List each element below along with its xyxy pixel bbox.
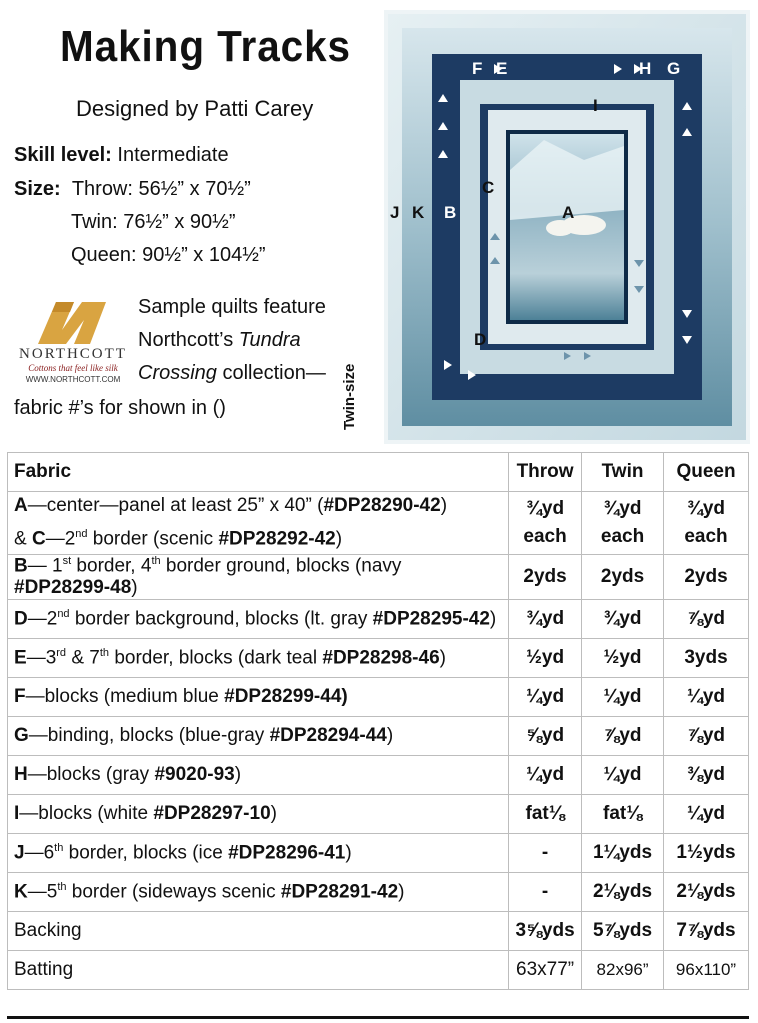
- table-row: [8, 756, 749, 795]
- fabric-cell: G—binding, blocks (blue-gray #DP28294-44): [8, 717, 509, 756]
- sample-collection-b: Crossing: [138, 362, 217, 384]
- queen-cell: ¼yd: [664, 795, 749, 834]
- table-row: [8, 492, 749, 555]
- fabric-cell: A—center—panel at least 25” x 40” (#DP28290-42) & C—2nd border (scenic #DP28292-42): [8, 492, 509, 555]
- fabric-cell: Batting: [8, 951, 509, 990]
- logo-url: WWW.NORTHCOTT.COM: [25, 375, 121, 384]
- skill-level: [14, 144, 229, 167]
- twin-cell: 82x96”: [582, 951, 664, 990]
- header-twin: Twin: [582, 453, 664, 492]
- table-row: [8, 600, 749, 639]
- quilt-label-h: H: [639, 59, 652, 78]
- quilt-label-a: A: [562, 203, 575, 222]
- fabric-cell: K—5th border (sideways scenic #DP28291-42): [8, 873, 509, 912]
- fabric-cell: E—3rd & 7th border, blocks (dark teal #DP28298-46): [8, 639, 509, 678]
- twin-cell: ½yd: [582, 639, 664, 678]
- sample-line-2: [138, 329, 301, 352]
- queen-cell: 1½yds: [664, 834, 749, 873]
- table-row: [8, 555, 749, 600]
- twin-cell: ¼yd: [582, 678, 664, 717]
- quilt-label-b: B: [444, 203, 457, 222]
- logo-brand: NORTHCOTT: [19, 346, 127, 362]
- page-title: Making Tracks: [60, 22, 351, 71]
- queen-cell: 7⅞yds: [664, 912, 749, 951]
- throw-cell: -: [509, 834, 582, 873]
- queen-cell: ⅞yd: [664, 600, 749, 639]
- table-row: [8, 912, 749, 951]
- twin-cell: fat⅛: [582, 795, 664, 834]
- table-row: [8, 717, 749, 756]
- quilt-label-g: G: [667, 59, 681, 78]
- quilt-label-f: F: [472, 59, 483, 78]
- table-row: [8, 873, 749, 912]
- size-throw: [14, 178, 251, 201]
- sample-brand: Northcott’s: [138, 329, 239, 351]
- sample-line-3: [138, 362, 326, 385]
- fabric-cell: B— 1st border, 4th border ground, blocks (navy #DP28299-48): [8, 555, 509, 600]
- quilt-label-d: D: [474, 330, 487, 349]
- logo-tagline: Cottons that feel like silk: [28, 363, 118, 373]
- queen-cell: ¾yd each: [664, 492, 749, 555]
- throw-cell: -: [509, 873, 582, 912]
- size-queen: Queen: 90½” x 104½”: [71, 244, 266, 266]
- size-twin: Twin: 76½” x 90½”: [71, 211, 236, 233]
- throw-cell: ⅝yd: [509, 717, 582, 756]
- size-throw-value: Throw: 56½” x 70½”: [71, 178, 251, 200]
- northcott-n-icon: [12, 296, 134, 348]
- queen-cell: 2yds: [664, 555, 749, 600]
- queen-cell: 96x110”: [664, 951, 749, 990]
- throw-cell: ¾yd each: [509, 492, 582, 555]
- twin-cell: ¼yd: [582, 756, 664, 795]
- bottom-rule: [7, 1016, 749, 1019]
- quilt-label-e: E: [496, 59, 508, 78]
- fabric-cell: F—blocks (medium blue #DP28299-44): [8, 678, 509, 717]
- sample-collection-text: collection—: [216, 362, 326, 384]
- skill-value: Intermediate: [117, 144, 229, 166]
- throw-cell: 3⅝yds: [509, 912, 582, 951]
- queen-cell: ⅜yd: [664, 756, 749, 795]
- skill-label: Skill level:: [14, 144, 112, 166]
- sample-collection-a: Tundra: [238, 329, 301, 351]
- twin-cell: ¾yd each: [582, 492, 664, 555]
- fabric-cell: J—6th border, blocks (ice #DP28296-41): [8, 834, 509, 873]
- twin-size-caption: Twin-size: [341, 363, 358, 430]
- fabric-cell: Backing: [8, 912, 509, 951]
- table-row: [8, 678, 749, 717]
- throw-cell: fat⅛: [509, 795, 582, 834]
- twin-cell: 2yds: [582, 555, 664, 600]
- throw-cell: ¼yd: [509, 678, 582, 717]
- quilt-image: [384, 10, 750, 444]
- throw-cell: 63x77”: [509, 951, 582, 990]
- table-row: [8, 795, 749, 834]
- twin-cell: ⅞yd: [582, 717, 664, 756]
- twin-cell: 1¼yds: [582, 834, 664, 873]
- queen-cell: 2⅛yds: [664, 873, 749, 912]
- queen-cell: 3yds: [664, 639, 749, 678]
- throw-cell: ¾yd: [509, 600, 582, 639]
- fabric-cell: H—blocks (gray #9020-93): [8, 756, 509, 795]
- quilt-label-k: K: [412, 203, 425, 222]
- throw-cell: ¼yd: [509, 756, 582, 795]
- queen-cell: ⅞yd: [664, 717, 749, 756]
- sample-line-4: fabric #’s for shown in (): [14, 397, 226, 419]
- twin-cell: 5⅞yds: [582, 912, 664, 951]
- sample-line-1: Sample quilts feature: [138, 296, 326, 318]
- quilt-label-j: J: [390, 203, 400, 222]
- throw-cell: 2yds: [509, 555, 582, 600]
- header-fabric: Fabric: [8, 453, 509, 492]
- quilt-label-c: C: [482, 178, 495, 197]
- fabric-cell: D—2nd border background, blocks (lt. gray #DP28295-42): [8, 600, 509, 639]
- header-queen: Queen: [664, 453, 749, 492]
- designer-credit: Designed by Patti Carey: [76, 96, 314, 121]
- header-throw: Throw: [509, 453, 582, 492]
- quilt-label-i: I: [593, 96, 598, 115]
- twin-cell: 2⅛yds: [582, 873, 664, 912]
- fabric-requirements-table: [7, 452, 749, 990]
- queen-cell: ¼yd: [664, 678, 749, 717]
- twin-cell: ¾yd: [582, 600, 664, 639]
- size-label: Size:: [14, 178, 61, 200]
- table-header-row: [8, 453, 749, 492]
- table-row: [8, 834, 749, 873]
- throw-cell: ½yd: [509, 639, 582, 678]
- table-row: [8, 951, 749, 990]
- northcott-logo: [12, 296, 134, 391]
- table-row: [8, 639, 749, 678]
- fabric-cell: I—blocks (white #DP28297-10): [8, 795, 509, 834]
